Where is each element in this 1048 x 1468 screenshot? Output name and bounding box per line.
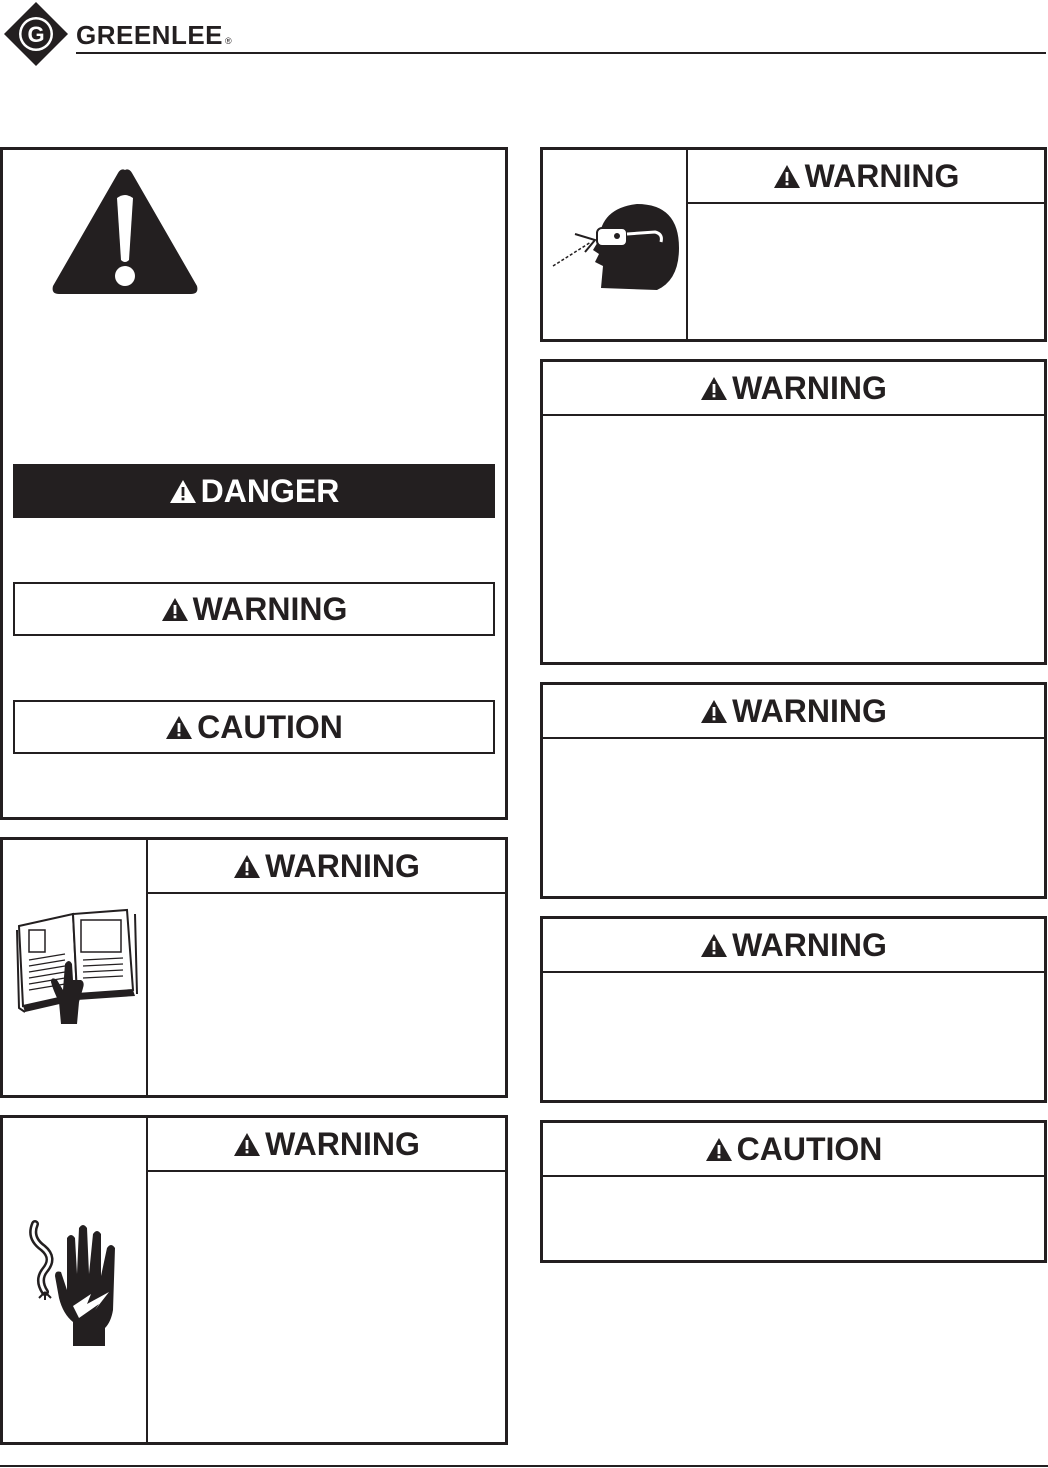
alert-triangle-icon	[700, 376, 728, 401]
caution-panel	[540, 1120, 1047, 1263]
safety-glasses-head-icon	[549, 200, 681, 292]
warning-label: WARNING	[732, 369, 887, 406]
safety-alert-panel	[0, 147, 508, 820]
read-manual-warning-panel	[0, 837, 508, 1098]
alert-triangle-icon	[233, 1132, 261, 1157]
danger-signal-word	[13, 464, 495, 518]
panel-header	[543, 362, 1044, 416]
caution-label: CAUTION	[197, 708, 343, 745]
warning-panel-c	[540, 916, 1047, 1103]
eye-protection-warning-panel	[540, 147, 1047, 342]
alert-triangle-icon	[700, 699, 728, 724]
brand-name	[76, 20, 232, 51]
alert-triangle-icon	[233, 854, 261, 879]
panel-header	[543, 1123, 1044, 1177]
panel-header	[148, 840, 505, 894]
read-manual-icon	[15, 906, 139, 1026]
warning-label: WARNING	[732, 692, 887, 729]
header-rule	[76, 52, 1046, 54]
warning-label: WARNING	[804, 157, 960, 194]
panel-header	[543, 685, 1044, 739]
greenlee-logo	[3, 1, 69, 67]
electric-shock-hand-icon	[25, 1218, 129, 1348]
registered-mark: ®	[225, 36, 233, 46]
caution-label: CAUTION	[736, 1130, 883, 1167]
electric-shock-warning-panel	[0, 1115, 508, 1445]
warning-panel-b	[540, 682, 1047, 899]
warning-label: WARNING	[265, 1125, 420, 1162]
alert-triangle-icon	[169, 479, 197, 504]
large-alert-triangle-icon	[49, 166, 201, 298]
alert-triangle-icon	[705, 1137, 733, 1162]
alert-triangle-icon	[700, 933, 728, 958]
caution-signal-word	[13, 700, 495, 754]
warning-signal-word	[13, 582, 495, 636]
warning-label: WARNING	[265, 847, 420, 884]
warning-panel-a	[540, 359, 1047, 665]
alert-triangle-icon	[165, 715, 193, 740]
alert-triangle-icon	[161, 597, 189, 622]
brand-text: GREENLEE	[76, 20, 224, 50]
logo-letter: G	[27, 22, 45, 47]
footer-rule	[0, 1465, 1048, 1467]
alert-triangle-icon	[773, 164, 801, 189]
panel-header	[688, 150, 1044, 204]
warning-label: WARNING	[732, 926, 887, 963]
danger-label: DANGER	[200, 472, 340, 509]
panel-header	[148, 1118, 505, 1172]
warning-label: WARNING	[192, 590, 348, 627]
panel-header	[543, 919, 1044, 973]
